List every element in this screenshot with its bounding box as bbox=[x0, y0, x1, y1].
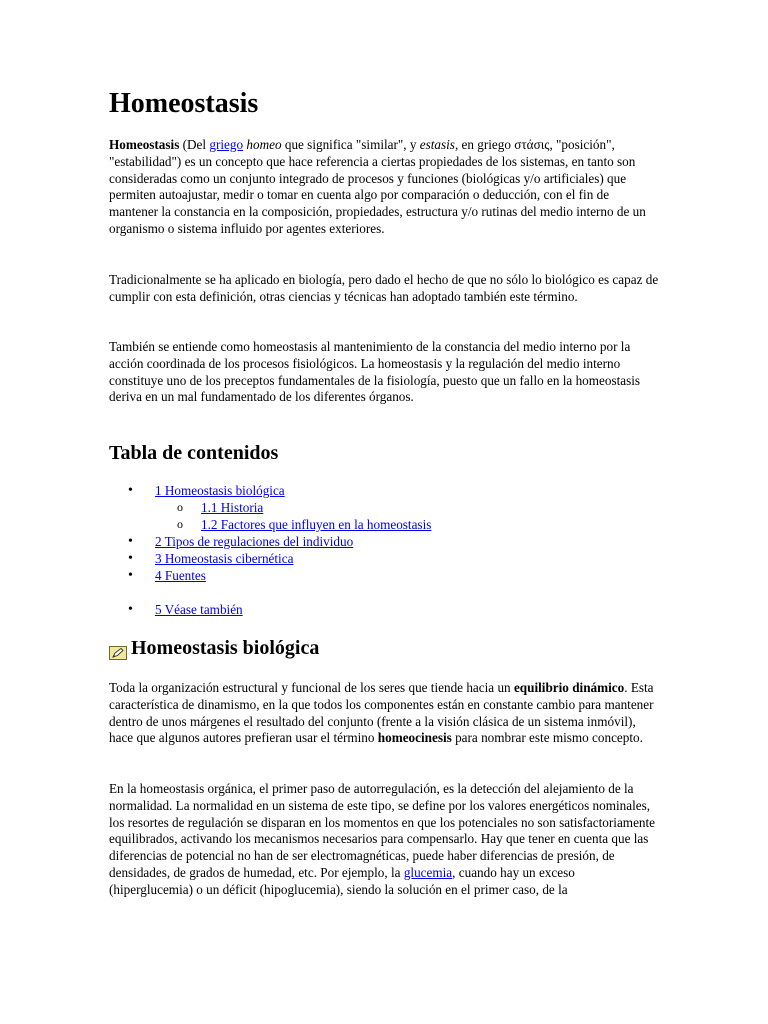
term-equilibrio-dinamico: equilibrio dinámico bbox=[513, 680, 625, 695]
toc-link-homeostasis-cibernetica[interactable]: 3 Homeostasis cibernética bbox=[155, 551, 294, 566]
paragraph-organizacion bbox=[109, 680, 661, 747]
section-heading-homeostasis-biologica bbox=[109, 636, 319, 660]
toc-item bbox=[109, 601, 431, 618]
toc-link-historia[interactable]: 1.1 Historia bbox=[201, 500, 264, 515]
section-heading-text: Homeostasis biológica bbox=[131, 637, 320, 659]
intro-open: (Del bbox=[179, 137, 210, 152]
intro-mid: que significa "similar", y bbox=[281, 137, 420, 152]
toc-subitem bbox=[109, 499, 431, 516]
intro-homeo: homeo bbox=[246, 137, 282, 152]
edit-pencil-icon[interactable] bbox=[109, 642, 127, 656]
intro-estasis: estasis bbox=[419, 137, 455, 152]
intro-term: Homeostasis bbox=[109, 137, 180, 152]
text-run: En la homeostasis orgánica, el primer paso de autorregulación, es la detección del alejamiento de la normalidad. La normalidad en un sistema de este tipo, se define por los valores energéticos nominales, los resortes de regulación se disparan en los momentos en que los potenciales no son satisfactoriamente equilibrados, activando los mecanismos necesarios para compensarlo. Hay que tener en cuenta que las diferencias de potencial no han de ser electromagnéticas, puede haber diferencias de presión, de densidades, de grados de humedad, etc. Por ejemplo, la bbox=[109, 781, 656, 880]
intro-paragraph bbox=[109, 137, 661, 238]
paragraph-homeostasis-organica bbox=[109, 781, 661, 899]
toc-item bbox=[109, 482, 431, 499]
link-glucemia[interactable]: glucemia bbox=[403, 864, 453, 880]
toc-item bbox=[109, 550, 431, 567]
toc-link-vease-tambien[interactable]: 5 Véase también bbox=[155, 602, 243, 617]
intro-rest: , en griego στάσις, "posición", "estabilidad") es un concepto que hace referencia a ciertas propiedades de los sistemas, en tanto son consideradas como un conjunto integrado de procesos y funciones (biológicas y/o artificiales) que permiten autoajustar, medir o tomar en cuenta algo por comparación o deducción, con el fin de mantener la constancia en la composición, propiedades, estructura y/o rutinas del medio interno de un organismo o sistema influido por agentes exteriores. bbox=[109, 137, 646, 236]
text-run: Toda la organización estructural y funcional de los seres que tiende hacia un bbox=[109, 680, 514, 695]
toc-item bbox=[109, 533, 431, 550]
text-run: , cuando hay un exceso (hiperglucemia) o un déficit (hipoglucemia), siendo la solución en el primer caso, de la bbox=[109, 864, 575, 897]
toc-link-homeostasis-biologica[interactable]: 1 Homeostasis biológica bbox=[155, 483, 285, 498]
toc-subitem bbox=[109, 516, 431, 533]
term-homeocinesis: homeocinesis bbox=[377, 730, 452, 746]
table-of-contents bbox=[109, 482, 431, 618]
toc-item bbox=[109, 567, 431, 584]
toc-link-fuentes[interactable]: 4 Fuentes bbox=[155, 568, 206, 583]
toc-heading: Tabla de contenidos bbox=[109, 442, 279, 464]
paragraph-tambien: También se entiende como homeostasis al mantenimiento de la constancia del medio interno por la acción coordinada de los procesos fisiológicos. La homeostasis y la regulación del medio interno constituye uno de los preceptos fundamentales de la fisiología, puesto que un fallo en la homeostasis deriva en un mal fundamentado de los diferentes órganos. bbox=[109, 339, 641, 405]
text-run: para nombrar este mismo concepto. bbox=[451, 730, 643, 746]
paragraph-tradicionalmente: Tradicionalmente se ha aplicado en biología, pero dado el hecho de que no sólo lo biológico es capaz de cumplir con esta definición, otras ciencias y técnicas han adoptado también este término. bbox=[109, 272, 659, 304]
link-griego[interactable]: griego bbox=[209, 137, 244, 152]
text-run: . Esta característica de dinamismo, en la que todos los componentes están en constante cambio para mantener dentro de unos márgenes el resultado del conjunto (frente a la visión clásica de un sistema inmóvil), hace que algunos autores prefieran usar el término bbox=[109, 680, 654, 746]
toc-link-tipos-regulaciones[interactable]: 2 Tipos de regulaciones del individuo bbox=[155, 534, 354, 549]
toc-link-factores[interactable]: 1.2 Factores que influyen en la homeostasis bbox=[201, 517, 432, 532]
page-title: Homeostasis bbox=[109, 88, 259, 119]
